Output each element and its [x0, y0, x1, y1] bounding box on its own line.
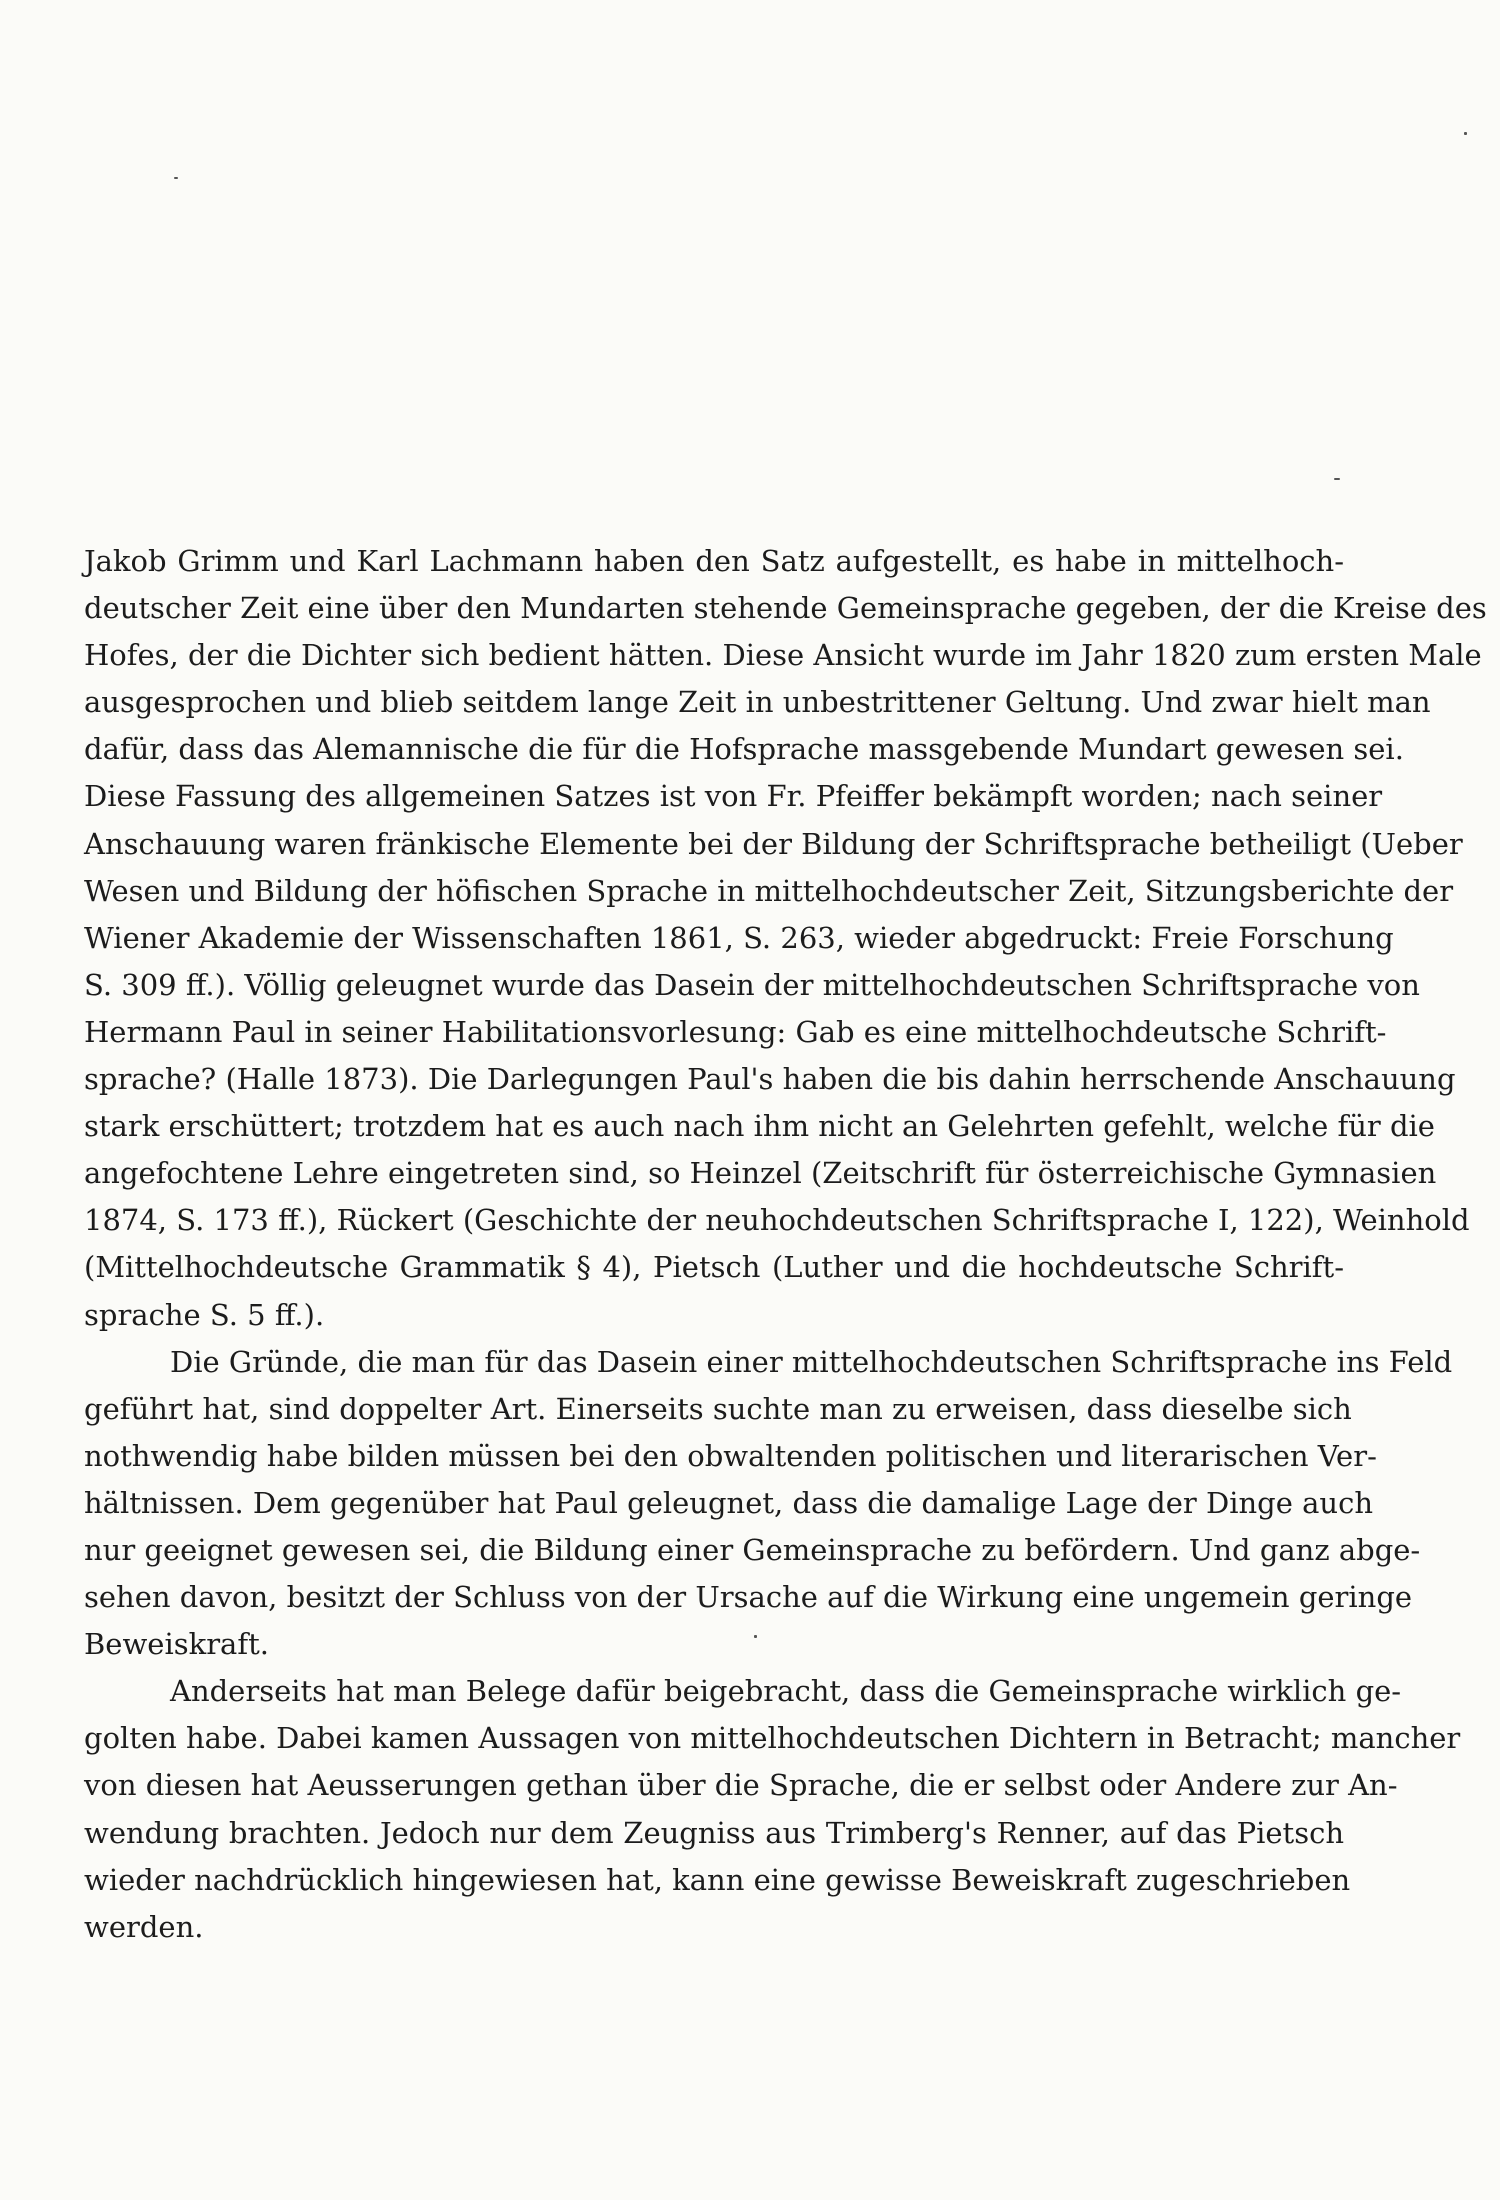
text-line: angefochtene Lehre eingetreten sind, so Heinzel (Zeitschrift für österreichische Gymnasien	[84, 1156, 1437, 1191]
text-line: wieder nachdrücklich hingewiesen hat, kann eine gewisse Beweiskraft zugeschrieben	[84, 1862, 1351, 1897]
text-line: sprache? (Halle 1873). Die Darlegungen Paul's haben die bis dahin herrschende Anschauung	[84, 1062, 1456, 1097]
scan-speck	[1464, 132, 1467, 135]
text-line: sehen davon, besitzt der Schluss von der Ursache auf die Wirkung eine ungemein geringe	[84, 1580, 1413, 1615]
text-line: stark erschüttert; trotzdem hat es auch nach ihm nicht an Gelehrten gefehlt, welche für die	[84, 1109, 1435, 1144]
text-line: (Mittelhochdeutsche Grammatik § 4), Pietsch (Luther und die hochdeutsche Schrift-	[84, 1250, 1344, 1285]
text-line: Beweiskraft.	[84, 1627, 269, 1662]
text-line: golten habe. Dabei kamen Aussagen von mittelhochdeutschen Dichtern in Betracht; mancher	[84, 1721, 1461, 1756]
text-line: Anschauung waren fränkische Elemente bei der Bildung der Schriftsprache betheiligt (Ueber	[84, 826, 1463, 861]
text-line: Die Gründe, die man für das Dasein einer mittelhochdeutschen Schriftsprache ins Feld	[170, 1344, 1453, 1379]
text-line: Hofes, der die Dichter sich bedient hätten. Diese Ansicht wurde im Jahr 1820 zum ersten Male	[84, 638, 1482, 673]
text-line: Hermann Paul in seiner Habilitationsvorlesung: Gab es eine mittelhochdeutsche Schrift-	[84, 1014, 1387, 1049]
scan-speck	[174, 177, 178, 179]
text-line: 1874, S. 173 ff.), Rückert (Geschichte der neuhochdeutschen Schriftsprache I, 122), Weinhold	[84, 1203, 1470, 1238]
text-line: ausgesprochen und blieb seitdem lange Zeit in unbestrittener Geltung. Und zwar hielt man	[84, 685, 1431, 720]
text-line: deutscher Zeit eine über den Mundarten stehende Gemeinsprache gegeben, der die Kreise des	[84, 591, 1487, 626]
paragraph	[84, 1668, 1461, 1951]
text-line: von diesen hat Aeusserungen gethan über die Sprache, die er selbst oder Andere zur An-	[84, 1768, 1398, 1803]
text-line: nothwendig habe bilden müssen bei den obwaltenden politischen und literarischen Ver-	[84, 1438, 1377, 1473]
text-line: S. 309 ff.). Völlig geleugnet wurde das Dasein der mittelhochdeutschen Schriftsprache von	[84, 967, 1420, 1002]
paragraph	[84, 538, 1487, 1339]
text-line: Anderseits hat man Belege dafür beigebracht, dass die Gemeinsprache wirklich ge-	[170, 1674, 1402, 1709]
text-line: wendung brachten. Jedoch nur dem Zeugniss aus Trimberg's Renner, auf das Pietsch	[84, 1815, 1344, 1850]
text-line: Wiener Akademie der Wissenschaften 1861, S. 263, wieder abgedruckt: Freie Forschung	[84, 920, 1394, 955]
text-line: nur geeignet gewesen sei, die Bildung einer Gemeinsprache zu befördern. Und ganz abge-	[84, 1532, 1421, 1567]
text-line: sprache S. 5 ff.).	[84, 1297, 325, 1332]
scan-speck	[1334, 478, 1340, 480]
paragraph	[84, 1339, 1453, 1669]
text-line: dafür, dass das Alemannische die für die Hofsprache massgebende Mundart gewesen sei.	[84, 732, 1404, 767]
text-line: Jakob Grimm und Karl Lachmann haben den Satz aufgestellt, es habe in mittelhoch-	[84, 544, 1344, 578]
text-line: werden.	[84, 1909, 204, 1944]
text-line: Wesen und Bildung der höfischen Sprache in mittelhochdeutscher Zeit, Sitzungsberichte der	[84, 873, 1454, 908]
text-line: geführt hat, sind doppelter Art. Einerseits suchte man zu erweisen, dass dieselbe sich	[84, 1391, 1352, 1426]
body-text	[84, 538, 1487, 1951]
text-line: hältnissen. Dem gegenüber hat Paul geleugnet, dass die damalige Lage der Dinge auch	[84, 1485, 1373, 1520]
text-line: Diese Fassung des allgemeinen Satzes ist von Fr. Pfeiffer bekämpft worden; nach seiner	[84, 779, 1383, 814]
